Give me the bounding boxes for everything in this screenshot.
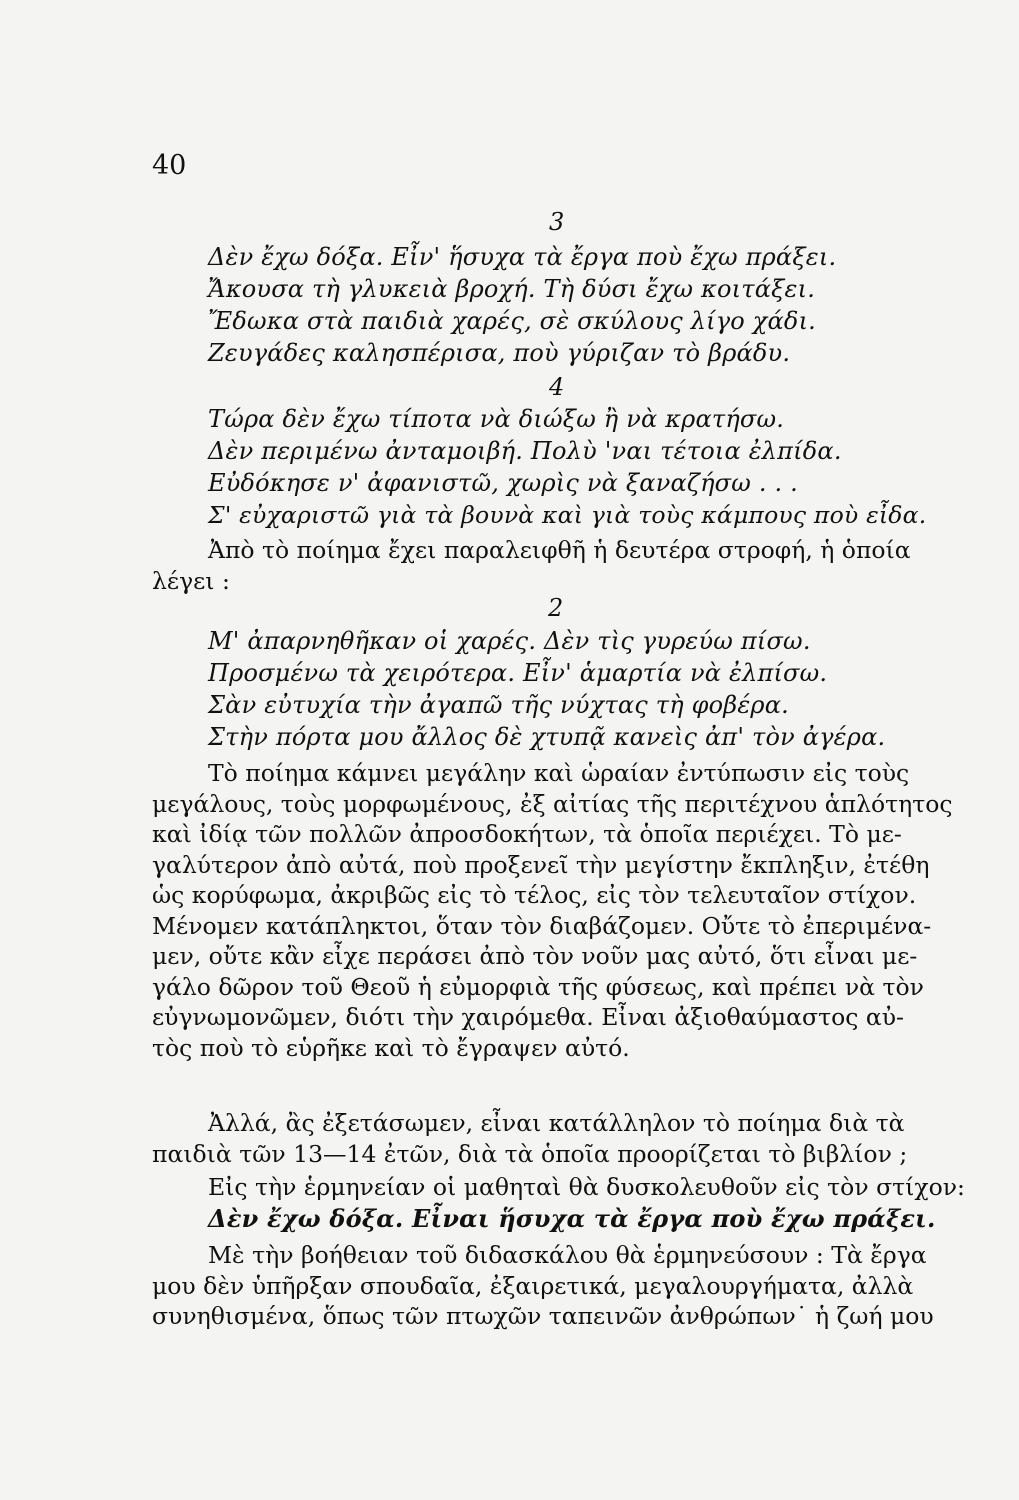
verse-line: Σὰν εὐτυχία τὴν ἀγαπῶ τῆς νύχτας τὴ φοβέρα. bbox=[208, 691, 789, 719]
verse-line: Στὴν πόρτα μου ἄλλος δὲ χτυπᾷ κανεὶς ἀπ' τὸν ἀγέρα. bbox=[208, 723, 886, 751]
paragraph-line: ὡς κορύφωμα, ἀκριβῶς εἰς τὸ τέλος, εἰς τὸν τελευταῖον στίχον. bbox=[152, 881, 917, 909]
verse-line: Μ' ἀπαρνηθῆκαν οἱ χαρές. Δὲν τὶς γυρεύω πίσω. bbox=[208, 627, 811, 655]
paragraph-line: Μὲ τὴν βοήθειαν τοῦ διδασκάλου θὰ ἑρμηνεύσουν : Τὰ ἔργα bbox=[208, 1241, 927, 1269]
paragraph-line: καὶ ἰδίᾳ τῶν πολλῶν ἀπροσδοκήτων, τὰ ὁποῖα περιέχει. Τὸ με- bbox=[152, 820, 902, 848]
verse-line: Ἄκουσα τὴ γλυκειὰ βροχή. Τὴ δύσι ἔχω κοιτάξει. bbox=[208, 275, 816, 303]
quoted-verse: Δὲν ἔχω δόξα. Εἶναι ἥσυχα τὰ ἔργα ποὺ ἔχω πράξει. bbox=[208, 1204, 936, 1233]
commentary-paragraph bbox=[152, 758, 953, 1063]
paragraph-line: τὸς ποὺ τὸ εὑρῆκε καὶ τὸ ἔγραψεν αὐτό. bbox=[152, 1033, 630, 1062]
verse-line: Εὐδόκησε ν' ἀφανιστῶ, χωρὶς νὰ ξαναζήσω . . . bbox=[208, 469, 799, 497]
page-number: 40 bbox=[152, 150, 187, 181]
explanation-paragraph bbox=[152, 1240, 934, 1332]
omitted-note-continued: λέγει : bbox=[152, 567, 230, 595]
paragraph-line: συνηθισμένα, ὅπως τῶν πτωχῶν ταπεινῶν ἀνθρώπων˙ ἡ ζωή μου bbox=[152, 1302, 934, 1330]
verse-line: Σ' εὐχαριστῶ γιὰ τὰ βουνὰ καὶ γιὰ τοὺς κάμπους ποὺ εἶδα. bbox=[208, 501, 927, 529]
stanza-number-3: 3 bbox=[549, 208, 565, 236]
verse-line: Ἔδωκα στὰ παιδιὰ χαρές, σὲ σκύλους λίγο χάδι. bbox=[208, 307, 817, 335]
paragraph-line: εὐγνωμονῶμεν, διότι τὴν χαιρόμεθα. Εἶναι ἀξιοθαύμαστος αὐ- bbox=[152, 1003, 904, 1031]
paragraph-line: Ἀλλά, ἂς ἐξετάσωμεν, εἶναι κατάλληλον τὸ ποίημα διὰ τὰ bbox=[208, 1109, 905, 1137]
paragraph-line: γαλύτερον ἀπὸ αὐτά, ποὺ προξενεῖ τὴν μεγίστην ἔκπληξιν, ἐτέθη bbox=[152, 850, 930, 879]
paragraph-line: Τὸ ποίημα κάμνει μεγάλην καὶ ὡραίαν ἐντύπωσιν εἰς τοὺς bbox=[208, 759, 910, 787]
paragraph-line: μεν, οὔτε κἂν εἶχε περάσει ἀπὸ τὸν νοῦν μας αὐτό, ὅτι εἶναι με- bbox=[152, 942, 918, 970]
stanza-number-2: 2 bbox=[548, 594, 564, 622]
verse-line: Δὲν περιμένω ἀνταμοιβή. Πολὺ 'ναι τέτοια ἐλπίδα. bbox=[208, 437, 842, 465]
paragraph-line: γάλο δῶρον τοῦ Θεοῦ ἡ εὐμορφιὰ τῆς φύσεως, καὶ πρέπει νὰ τὸν bbox=[152, 972, 924, 1001]
verse-line: Δὲν ἔχω δόξα. Εἶν' ἥσυχα τὰ ἔργα ποὺ ἔχω πράξει. bbox=[208, 243, 837, 271]
paragraph-line: παιδιὰ τῶν 13—14 ἐτῶν, διὰ τὰ ὁποῖα προορίζεται τὸ βιβλίον ; bbox=[152, 1139, 908, 1168]
verse-line: Προσμένω τὰ χειρότερα. Εἶν' ἁμαρτία νὰ ἐλπίσω. bbox=[208, 659, 828, 687]
verse-line: Ζευγάδες καλησπέρισα, ποὺ γύριζαν τὸ βράδυ. bbox=[208, 339, 791, 367]
stanza-number-4: 4 bbox=[549, 373, 565, 401]
omitted-note: Ἀπὸ τὸ ποίημα ἔχει παραλειφθῆ ἡ δευτέρα στροφή, ἡ ὁποία bbox=[208, 536, 911, 564]
interpretation-intro: Εἰς τὴν ἑρμηνείαν οἱ μαθηταὶ θὰ δυσκολευθοῦν εἰς τὸν στίχον: bbox=[208, 1173, 965, 1201]
paragraph-line: Μένομεν κατάπληκτοι, ὅταν τὸν διαβάζομεν. Οὔτε τὸ ἐπεριμένα- bbox=[152, 911, 932, 940]
question-paragraph bbox=[152, 1108, 908, 1169]
paragraph-line: μου δὲν ὑπῆρξαν σπουδαῖα, ἐξαιρετικά, μεγαλουργήματα, ἀλλὰ bbox=[152, 1271, 914, 1300]
verse-line: Τώρα δὲν ἔχω τίποτα νὰ διώξω ἢ νὰ κρατήσω. bbox=[208, 405, 785, 433]
paragraph-line: μεγάλους, τοὺς μορφωμένους, ἐξ αἰτίας τῆς περιτέχνου ἁπλότητος bbox=[152, 789, 953, 818]
